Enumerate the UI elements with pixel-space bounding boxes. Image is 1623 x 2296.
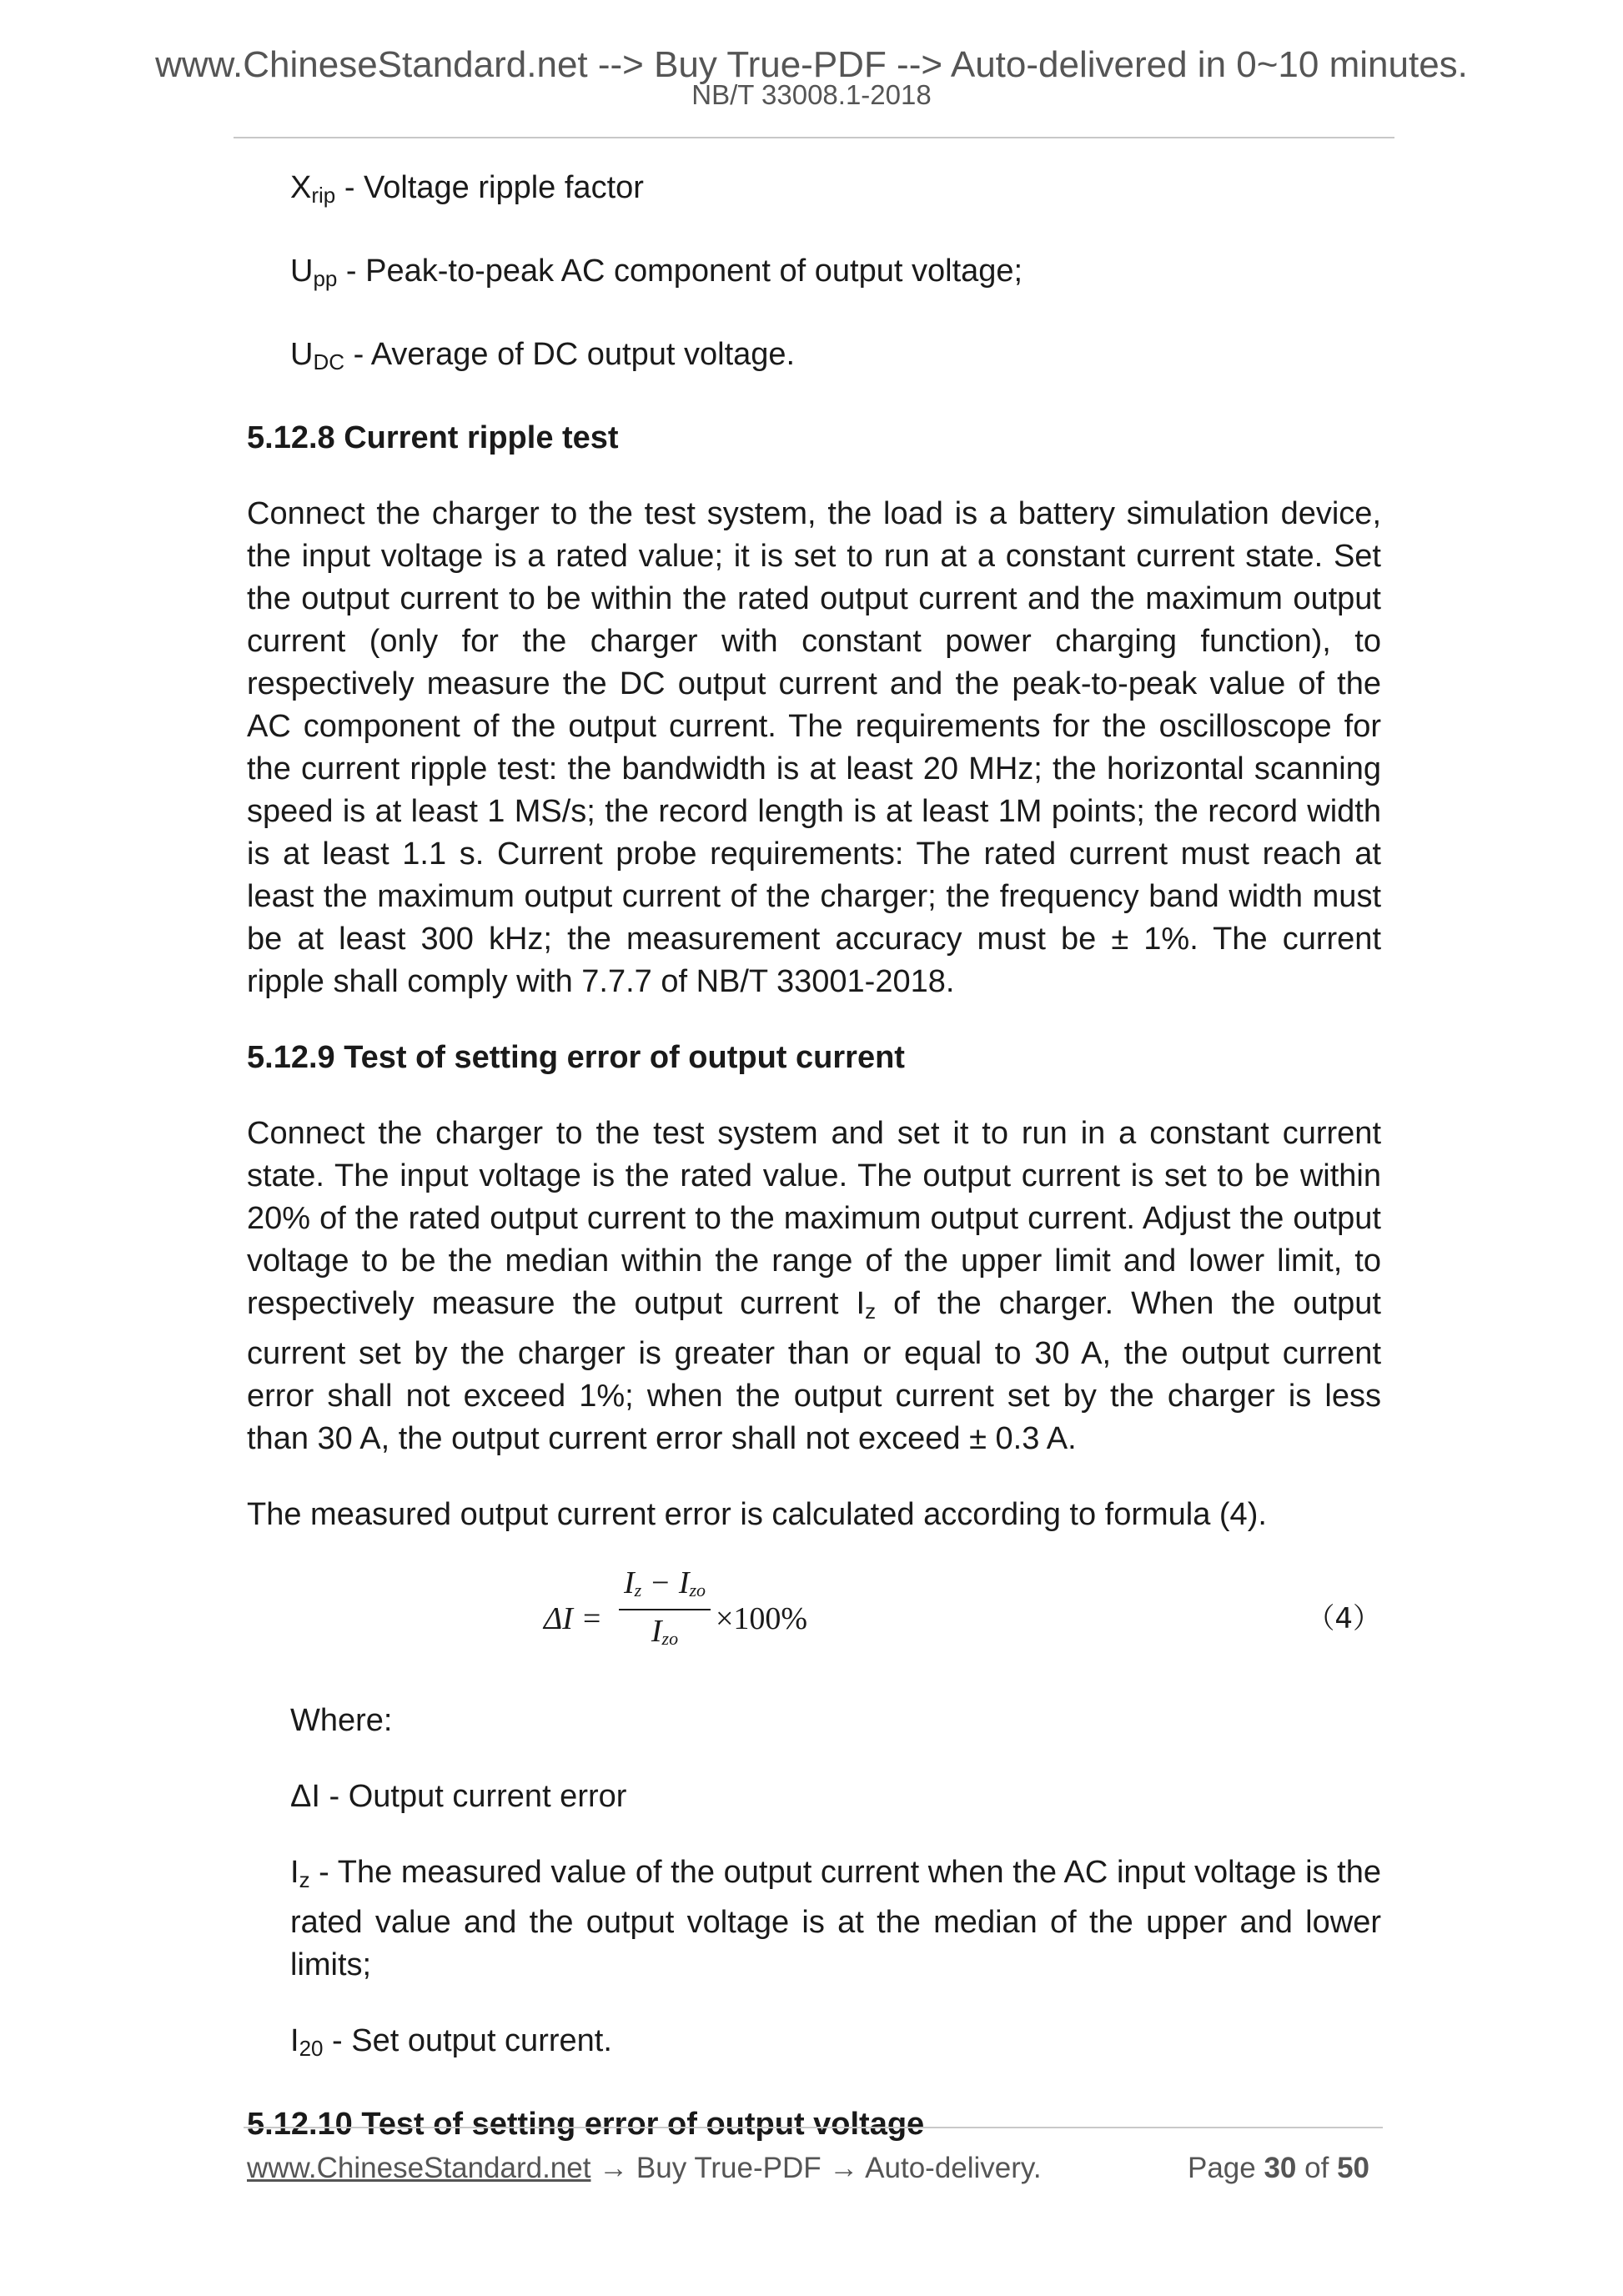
definition-udc: $U_{DC}$ - Average of DC output voltage.: [290, 337, 796, 374]
formula-lhs: ΔI =: [544, 1601, 603, 1636]
page-content: [247, 167, 1381, 2179]
definition-upp: $U_{pp}$ - Peak-to-peak AC component of output voltage;: [290, 254, 1023, 291]
definition-xrip: $X_{rip}$ - Voltage ripple factor: [290, 170, 644, 208]
page-total: 50: [1337, 2152, 1369, 2184]
definition-iz: $I_z$ - The measured value of the output current when the AC input voltage is the rated value and the output voltage is at the median of the upper and lower limits;: [290, 1855, 1381, 1982]
page-number: 30: [1264, 2152, 1297, 2184]
section-heading-5-12-10: 5.12.10 Test of setting error of output voltage: [247, 2107, 925, 2142]
section-body-5-12-9: Connect the charger to the test system and set it to run in a constant current state. The input voltage is the rated value. The output current is set to be within 20% of the rated output current to the maximum output current. Adjust the output voltage to be the median within the range of the upper limit and lower limit, to respectively measure the output current $I_z$ of the charger. When the output current set by the charger is greater than or equal to 30 A, the output current error shall not exceed 1%; when the output current set by the charger is less than 30 A, the output current error shall not exceed ± 0.3 A.: [247, 1116, 1381, 1456]
fraction-bar: [619, 1609, 711, 1610]
footer-divider: [244, 2127, 1383, 2128]
formula-fraction: Iz − Izo Izo: [619, 1566, 711, 1658]
page-footer: [247, 2150, 1381, 2187]
definition-i20: $I_{20}$ - Set output current.: [290, 2023, 612, 2061]
section-body-5-12-8: Connect the charger to the test system, the load is a battery simulation device, the input voltage is a rated value; it is set to run at a constant current state. Set the output current to be within the rated output current and the maximum output current (only for the charger with constant power charging function), to respectively measure the DC output current and the peak-to-peak value of the AC component of the output current. The requirements for the oscilloscope for the current ripple test: the bandwidth is at least 20 MHz; the horizontal scanning speed is at least 1 MS/s; the record length is at least 1M points; the record width is at least 1.1 s. Current probe requirements: The rated current must reach at least the maximum output current of the charger; the frequency band width must be at least 300 kHz; the measurement accuracy must be ± 1%. The current ripple shall comply with 7.7.7 of NB/T 33001-2018.: [247, 496, 1381, 999]
section-heading-5-12-9: 5.12.9 Test of setting error of output current: [247, 1040, 905, 1075]
section-heading-5-12-8: 5.12.8 Current ripple test: [247, 420, 619, 455]
page-counter: Page 30 of 50: [1187, 2152, 1369, 2184]
formula-4: [247, 1566, 1381, 1666]
formula-rhs: ×100%: [716, 1601, 808, 1636]
formula-number: （4）: [1306, 1602, 1381, 1635]
header-site-line[interactable]: www.ChineseStandard.net --> Buy True-PDF --> Auto-delivered in 0~10 minutes.: [155, 44, 1468, 85]
footer-site-link[interactable]: www.ChineseStandard.net: [247, 2152, 591, 2184]
footer-tagline: → Buy True-PDF → Auto-delivery.: [590, 2152, 1042, 2184]
formula-intro: The measured output current error is calculated according to formula (4).: [247, 1497, 1267, 1532]
where-label: Where:: [290, 1703, 393, 1738]
definition-delta-i: ΔI - Output current error: [290, 1779, 627, 1814]
page-header: [0, 43, 1623, 110]
header-standard-number: NB/T 33008.1-2018: [691, 79, 932, 110]
header-divider: [234, 137, 1394, 138]
